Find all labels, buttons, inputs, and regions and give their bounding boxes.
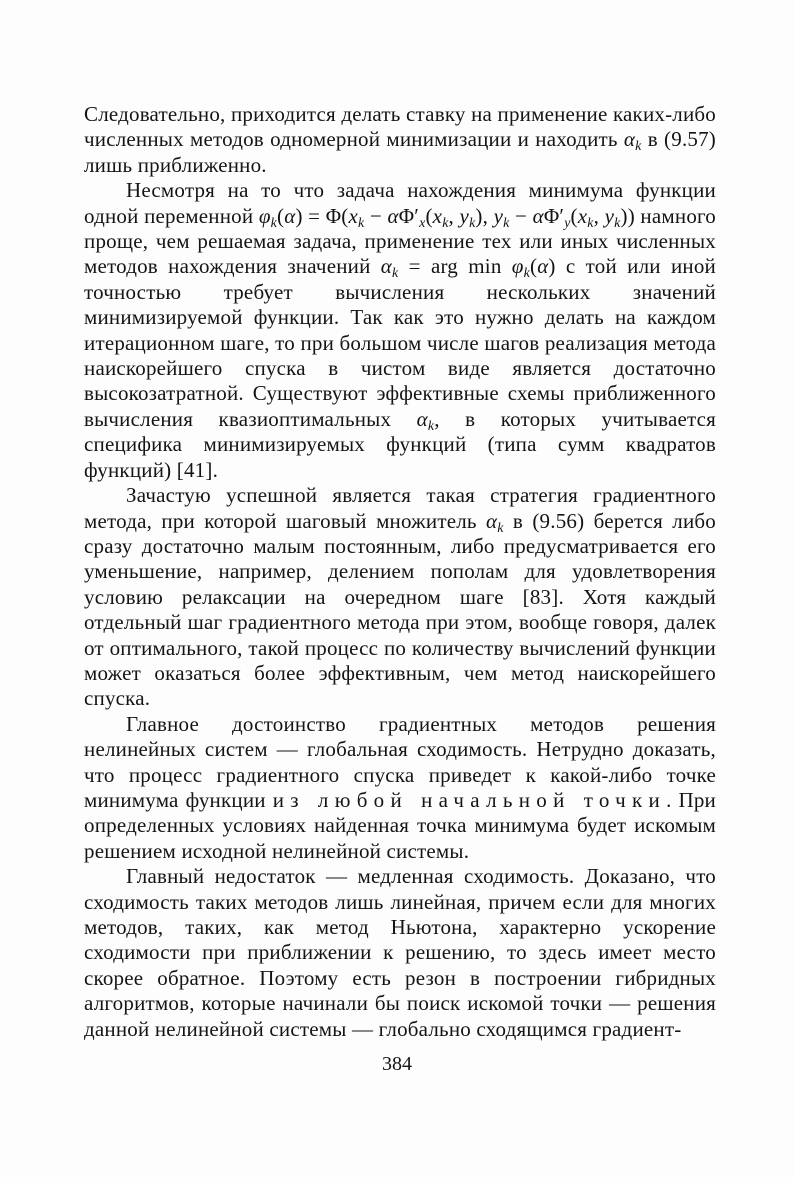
- text-run: в (9.56) берется либо сразу достаточно малым постоянным, либо предусматривается его уменьшение, например, делением пополам для удовлетворения условию релаксации на очередном шаге [83]. Хотя каждый отдельный шаг градиентного метода при этом, вообще говоря, далек от оптимального, такой процесс по количеству вычислений функции может оказаться более эффективным, чем метод наискорейшего спуска.: [84, 508, 716, 711]
- math-symbol: y: [604, 203, 615, 228]
- math-symbol: α: [380, 254, 393, 279]
- math-subscript: y: [564, 214, 571, 230]
- text-run: ) = Φ(: [295, 203, 349, 228]
- paragraph: [84, 712, 716, 864]
- math-subscript: k: [469, 214, 476, 230]
- text-run: ) с той или иной точностью требует вычисления нескольких значений минимизируемой функции. Так как это нужно делать на каждом итерационном шаге, то при большом числе шагов реализация метода наискорейшего спуска в чистом виде является достаточно высокозатратной. Существуют эффективные схемы приближенного вычисления квазиоптимальных: [84, 254, 716, 431]
- text-run: Следовательно, приходится делать ставку на применение каких-либо численных методов одномерной минимизации и находить: [84, 102, 716, 152]
- text-run: (: [277, 203, 285, 228]
- text-block: [84, 102, 716, 1042]
- text-run: −: [364, 203, 388, 228]
- math-symbol: α: [486, 508, 498, 533]
- math-symbol: α: [623, 127, 636, 152]
- text-run: −: [509, 203, 533, 228]
- text-run: Φ′: [543, 203, 565, 228]
- math-subscript: k: [523, 265, 530, 281]
- math-symbol: x: [577, 203, 588, 228]
- math-subscript: k: [587, 214, 594, 230]
- emphasized-spaced-text: из любой начальной точки: [272, 787, 667, 812]
- text-run: Зачастую успешной является такая стратегия градиентного метода, при которой шаговый множитель: [84, 483, 716, 533]
- paragraph: [84, 483, 716, 712]
- math-symbol: y: [459, 203, 470, 228]
- math-subscript: k: [392, 265, 399, 281]
- math-subscript: k: [497, 519, 504, 535]
- text-run: в (9.57) лишь приближенно.: [84, 127, 716, 177]
- math-symbol: y: [493, 203, 504, 228]
- math-symbol: α: [532, 203, 544, 228]
- text-run: (: [425, 203, 433, 228]
- text-run: Несмотря на то что задача нахождения минимума функции одной переменной: [84, 178, 716, 228]
- text-run: ,: [593, 203, 605, 228]
- paragraph: [84, 864, 716, 1042]
- text-run: Главное достоинство градиентных методов решения нелинейных систем — глобальная сходимость. Нетрудно доказать, что процесс градиентного спуска приведет к какой-либо точке минимума функции: [84, 711, 716, 812]
- text-run: ),: [475, 203, 494, 228]
- text-run: Главный недостаток — медленная сходимость. Доказано, что сходимость таких методов лишь линейная, причем если для многих методов, таких, как метод Ньютона, характерно ускорение сходимости при приближении к решению, то здесь имеет место скорее обратное. Поэтому есть резон в построении гибридных алгоритмов, которые начинали бы поиск искомой точки — решения данной нелинейной системы — глобально сходящимся градиент-: [84, 864, 716, 1041]
- math-symbol: x: [348, 203, 359, 228]
- paragraph: [84, 178, 716, 483]
- math-subscript: k: [635, 138, 642, 154]
- text-run: )) намного проще, чем решаемая задача, применение тех или иных численных методов нахождения значений: [84, 203, 717, 279]
- math-symbol: α: [284, 203, 296, 228]
- math-subscript: k: [442, 214, 449, 230]
- math-symbol: φ: [511, 254, 524, 279]
- math-subscript: k: [614, 214, 621, 230]
- text-run: ,: [448, 203, 460, 228]
- text-run: (: [529, 254, 538, 279]
- math-subscript: k: [427, 417, 435, 433]
- text-run: . При определенных условиях найденная точка минимума будет искомым решением исходной нелинейной системы.: [84, 787, 717, 863]
- math-symbol: α: [537, 254, 549, 279]
- math-subscript: k: [503, 214, 510, 230]
- math-symbol: α: [416, 406, 428, 431]
- text-run: Φ′: [398, 203, 420, 228]
- math-symbol: x: [432, 203, 443, 228]
- math-subscript: k: [358, 214, 365, 230]
- text-run: = arg min: [398, 254, 512, 279]
- text-run: , в которых учитывается специфика минимизируемых функций (типа сумм квадратов функций) [41].: [84, 406, 716, 482]
- math-subscript: k: [270, 214, 278, 230]
- math-symbol: α: [387, 203, 399, 228]
- paragraph: [84, 102, 716, 178]
- page-number: 384: [382, 1053, 412, 1075]
- text-run: (: [570, 203, 578, 228]
- math-symbol: φ: [258, 203, 271, 228]
- math-subscript: x: [419, 214, 426, 230]
